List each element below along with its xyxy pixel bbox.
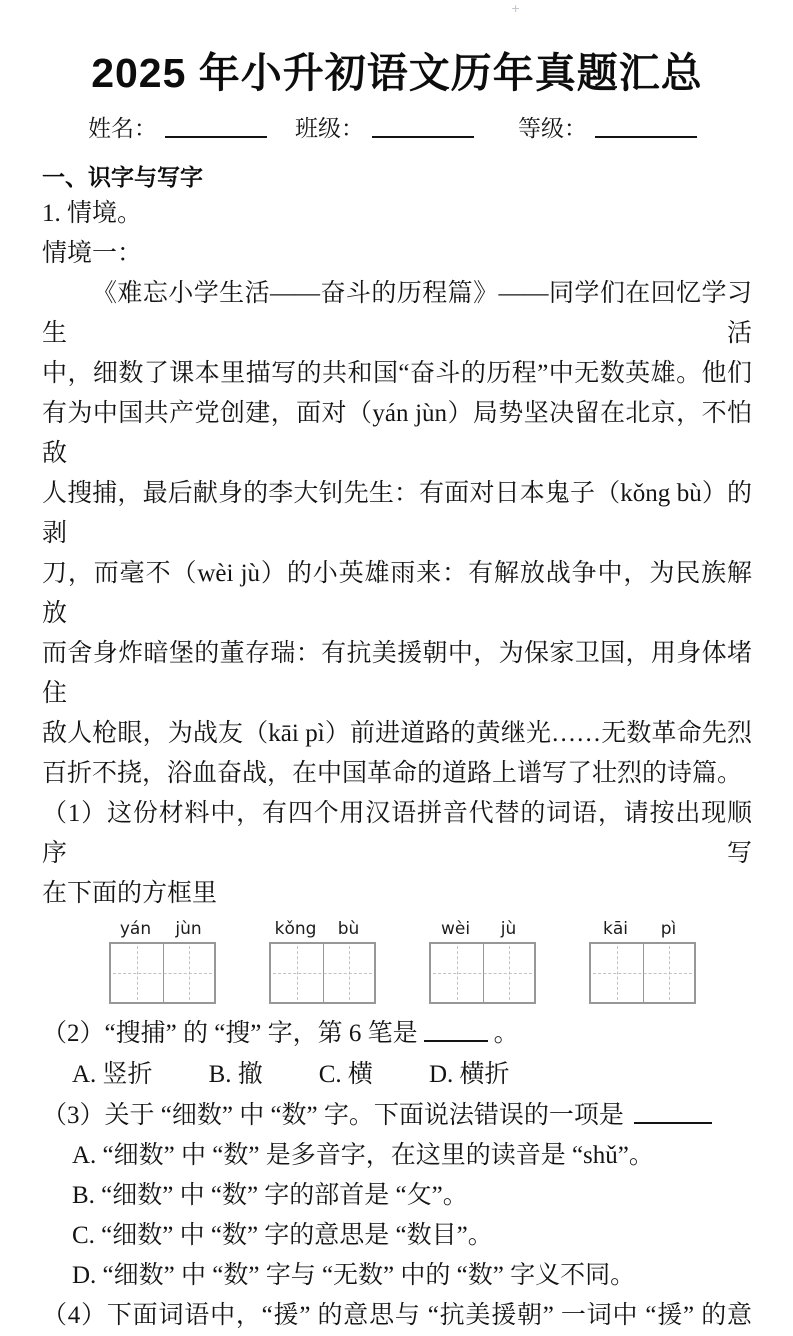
writing-cell[interactable] bbox=[163, 944, 215, 1002]
guide-line bbox=[509, 946, 510, 1000]
sub-question-3-text: （3）关于 “细数” 中 “数” 字。下面说法错误的一项是 bbox=[42, 1102, 624, 1129]
passage-line: 百折不挠，浴血奋战，在中国革命的道路上谱写了壮烈的诗篇。 bbox=[42, 760, 743, 787]
pinyin-label: bù bbox=[337, 919, 360, 939]
writing-cell[interactable] bbox=[111, 944, 163, 1002]
pinyin-box-group bbox=[109, 918, 216, 1004]
option-b[interactable]: B. 撤 bbox=[208, 1061, 263, 1088]
name-label: 姓名： bbox=[88, 116, 157, 141]
pinyin-label: kāi bbox=[603, 919, 628, 939]
section-heading: 一、识字与写字 bbox=[42, 164, 203, 190]
guide-line bbox=[457, 946, 458, 1000]
sub-question-2-text: （2）“搜捕” 的 “搜” 字，第 6 笔是 bbox=[42, 1020, 418, 1047]
option-c[interactable]: C. 横 bbox=[318, 1061, 373, 1088]
pinyin-box-group bbox=[429, 918, 536, 1004]
pinyin-writing-boxes bbox=[109, 918, 752, 1004]
name-blank[interactable] bbox=[165, 116, 267, 138]
print-registration-mark: + bbox=[511, 2, 521, 15]
pinyin-label: pì bbox=[660, 919, 677, 939]
option-c[interactable]: C. “细数” 中 “数” 字的意思是 “数目”。 bbox=[72, 1222, 493, 1249]
option-d[interactable]: D. “细数” 中 “数” 字与 “无数” 中的 “数” 字义不同。 bbox=[72, 1262, 636, 1289]
guide-line bbox=[349, 946, 350, 1000]
grade-blank[interactable] bbox=[595, 116, 697, 138]
pinyin-label: jùn bbox=[175, 919, 202, 939]
sub-question-1-prompt-cont: 在下面的方框里 bbox=[42, 880, 218, 907]
passage-line: 中，细数了课本里描写的共和国“奋斗的历程”中无数英雄。他们 bbox=[42, 360, 752, 387]
passage-line: 刀，而毫不（wèi jù）的小英雄雨来：有解放战争中，为民族解放 bbox=[42, 560, 752, 627]
answer-blank[interactable] bbox=[634, 1104, 712, 1124]
passage-line: 人搜捕，最后献身的李大钊先生：有面对日本鬼子（kǒng bù）的剥 bbox=[42, 480, 752, 547]
guide-line bbox=[137, 946, 138, 1000]
question-number-line: 1. 情境。 bbox=[42, 200, 143, 227]
passage-line: 而舍身炸暗堡的董存瑞：有抗美援朝中，为保家卫国，用身体堵住 bbox=[42, 640, 752, 707]
passage-line: 敌人枪眼，为战友（kāi pì）前进道路的黄继光……无数革命先烈 bbox=[42, 720, 752, 747]
guide-line bbox=[617, 946, 618, 1000]
writing-box bbox=[269, 942, 376, 1004]
writing-cell[interactable] bbox=[643, 944, 695, 1002]
student-info-row bbox=[42, 112, 752, 146]
pinyin-box-group bbox=[589, 918, 696, 1004]
sub-question-2-period: 。 bbox=[493, 1020, 519, 1047]
pinyin-label: wèi bbox=[440, 919, 471, 939]
reading-passage bbox=[42, 274, 752, 794]
sub-question-3-prompt bbox=[42, 1096, 752, 1136]
option-d[interactable]: D. 横折 bbox=[428, 1061, 510, 1088]
writing-cell[interactable] bbox=[271, 944, 323, 1002]
passage-line: 《难忘小学生活——奋斗的历程篇》——同学们在回忆学习生活 bbox=[42, 280, 752, 347]
sub-question-4-prompt: （4）下面词语中，“援” 的意思与 “抗美援朝” 一词中 “援” 的意 bbox=[42, 1302, 752, 1329]
writing-cell[interactable] bbox=[323, 944, 375, 1002]
sub-question-2-options bbox=[42, 1054, 752, 1096]
option-a[interactable]: A. 竖折 bbox=[72, 1061, 153, 1088]
page-title: 2025 年小升初语文历年真题汇总 bbox=[91, 50, 703, 96]
writing-cell[interactable] bbox=[591, 944, 643, 1002]
option-b[interactable]: B. “细数” 中 “数” 字的部首是 “攵”。 bbox=[72, 1182, 468, 1209]
option-a[interactable]: A. “细数” 中 “数” 是多音字，在这里的读音是 “shǔ”。 bbox=[72, 1142, 654, 1169]
scenario-label: 情境一： bbox=[42, 240, 143, 267]
grade-label: 等级： bbox=[518, 116, 587, 141]
pinyin-label: yán bbox=[119, 919, 152, 939]
passage-line: 有为中国共产党创建，面对（yán jùn）局势坚决留在北京，不怕敌 bbox=[42, 400, 752, 467]
writing-box bbox=[429, 942, 536, 1004]
guide-line bbox=[297, 946, 298, 1000]
answer-blank[interactable] bbox=[424, 1022, 488, 1042]
writing-box bbox=[589, 942, 696, 1004]
pinyin-labels bbox=[109, 918, 216, 942]
writing-cell[interactable] bbox=[483, 944, 535, 1002]
writing-box bbox=[109, 942, 216, 1004]
pinyin-box-group bbox=[269, 918, 376, 1004]
guide-line bbox=[189, 946, 190, 1000]
pinyin-labels bbox=[589, 918, 696, 942]
sub-question-1-prompt: （1）这份材料中，有四个用汉语拼音代替的词语，请按出现顺序写 bbox=[42, 800, 752, 867]
pinyin-labels bbox=[429, 918, 536, 942]
guide-line bbox=[669, 946, 670, 1000]
sub-question-2-prompt bbox=[42, 1014, 752, 1054]
pinyin-labels bbox=[269, 918, 376, 942]
writing-cell[interactable] bbox=[431, 944, 483, 1002]
pinyin-label: kǒng bbox=[274, 919, 317, 939]
pinyin-label: jù bbox=[500, 919, 517, 939]
class-blank[interactable] bbox=[372, 116, 474, 138]
class-label: 班级： bbox=[295, 116, 364, 141]
